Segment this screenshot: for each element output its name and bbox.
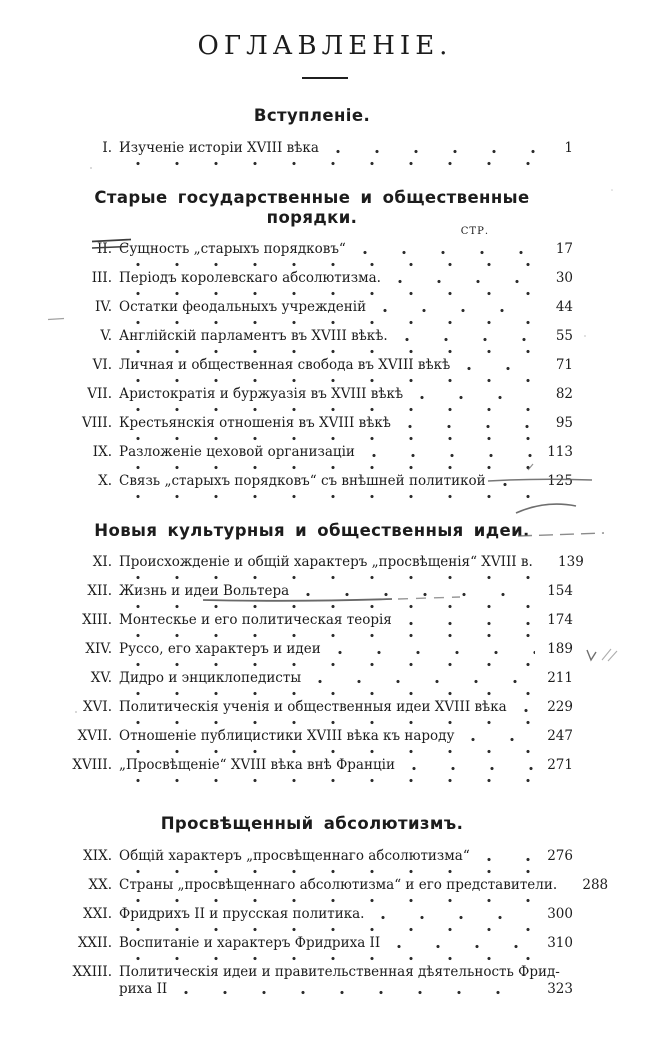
toc-entry [57,444,573,473]
entry-row-continuation [57,952,573,964]
entry-number: IV. [94,299,112,315]
entry-number: XXIII. [72,964,112,980]
toc-entry [57,415,573,444]
entry-page: 189 [547,641,573,657]
toc-entry [57,583,573,612]
entry-title: Сущность „старыхъ порядковъ“ [119,241,346,257]
dot-leader [128,571,535,583]
entry-page: 154 [547,583,573,599]
toc-section [57,188,573,502]
dot-leader [128,952,535,964]
dot-leader [128,374,535,386]
dot-leader [389,940,535,952]
entry-title: Остатки феодальныхъ учрежденій [119,299,367,315]
dot-leader [128,157,535,169]
entry-title: Разложеніе цеховой организаціи [119,444,355,460]
entry-title: Отношеніе публицистики XVIII вѣка къ народу [119,728,455,744]
dot-leader [404,762,535,774]
dot-leader [128,490,535,502]
dot-leader [128,865,535,877]
entry-number: III. [91,270,112,286]
dot-leader [128,600,535,612]
entry-row-continuation [57,716,573,728]
entry-title: Аристократія и буржуазія въ XVIII вѣкѣ [119,386,404,402]
entry-row [57,848,573,865]
entry-page: 271 [547,757,573,773]
toc-entry [57,728,573,757]
section-heading: Новыя культурныя и общественныя идеи. [94,521,530,540]
toc-section [57,106,573,169]
dot-leader [128,461,535,473]
dot-leader [128,745,535,757]
toc-entry [57,554,584,583]
entry-row [57,473,573,490]
dot-leader [566,882,570,894]
dot-leader [128,258,535,270]
entry-title: Воспитаніе и характеръ Фридриха II [119,935,381,951]
section-heading: Просвѣщенный абсолютизмъ. [160,814,464,833]
entry-title: Политическія идеи и правительственная дѣятельность Фрид- [119,964,560,980]
toc-entry [57,699,573,728]
entry-row [57,415,573,432]
entry-row-continuation [57,600,573,612]
dot-leader [128,403,535,415]
entry-page: 71 [555,357,573,373]
entry-title: Политическія ученія и общественныя идеи XVIII вѣка [119,699,507,715]
entry-page: 247 [547,728,573,744]
entry-row-continuation [57,571,573,583]
entry-row [57,554,584,571]
entry-number: VIII. [81,415,112,431]
toc-entry [57,386,573,415]
entry-row [57,699,573,716]
dot-leader [516,704,535,716]
entry-number: XVI. [83,699,112,715]
dot-leader [463,733,535,745]
entry-page: 300 [547,906,573,922]
entry-title: Дидро и энциклопедисты [119,670,302,686]
toc-entry [57,328,573,357]
toc-entry [57,757,573,786]
entry-title: Изученіе исторіи XVIII вѣка [119,140,319,156]
entry-number: XX. [88,877,112,893]
toc-entry [57,964,573,998]
dot-leader [298,588,535,600]
entry-page: 211 [547,670,573,686]
entry-row-continuation [57,894,573,906]
dot-leader [128,658,535,670]
toc-entry [57,877,609,906]
entry-row [57,444,573,461]
toc-entry [57,270,573,299]
entry-row-continuation [57,658,573,670]
toc-entry [57,241,573,270]
entry-row [57,299,573,316]
toc-entry [57,612,573,641]
entry-number: XVIII. [72,757,112,773]
dot-leader [495,478,535,490]
dot-leader [459,362,535,374]
entry-title: Руссо, его характеръ и идеи [119,641,321,657]
section-entries [57,140,573,169]
entry-row-continuation [57,374,573,386]
entry-title: Монтескье и его политическая теорія [119,612,392,628]
entry-number: XXI. [83,906,112,922]
dot-leader [128,716,535,728]
dot-leader [330,646,535,658]
entry-number: I. [102,140,112,156]
entry-page: 288 [582,877,609,893]
entry-title: Связь „старыхъ порядковъ“ съ внѣшней политикой [119,473,486,489]
dot-leader [128,923,535,935]
entry-number: IX. [92,444,112,460]
entry-row-continuation [57,461,573,473]
section-entries [57,848,609,998]
dot-leader [479,853,535,865]
entry-row-continuation [57,687,573,699]
entry-row [57,270,573,287]
entry-row-continuation [57,258,573,270]
dot-leader [328,145,535,157]
dot-leader [128,345,535,357]
entry-row-continuation [57,774,573,786]
pencil-check-slashes-300 [602,649,617,661]
toc-entry [57,670,573,699]
entry-row [57,328,573,345]
entry-row-continuation [57,157,573,169]
title-divider [302,77,348,79]
entry-row [57,935,573,952]
entry-row [57,641,573,658]
dot-leader [400,420,535,432]
entry-page: 229 [547,699,573,715]
entry-page: 30 [555,270,573,286]
entry-number: X. [98,473,112,489]
entry-title: Личная и общественная свобода въ XVIII вѣкѣ [119,357,451,373]
entry-title: Страны „просвѣщеннаго абсолютизма“ и его представители. [119,877,558,893]
dot-leader [364,449,535,461]
entry-row-continuation [57,403,573,415]
entry-number: V. [100,328,112,344]
entry-number: XIII. [82,612,112,628]
toc-entry [57,906,573,935]
entry-number: XII. [87,583,112,599]
entry-row [57,906,573,923]
entry-row [57,386,573,403]
dot-leader [401,617,535,629]
entry-row [57,877,609,894]
dot-leader [397,333,535,345]
entry-title: Англійскій парламентъ въ XVIII вѣкѣ. [119,328,388,344]
entry-row [57,728,573,745]
entry-title: „Просвѣщеніе“ XVIII вѣка внѣ Франціи [119,757,395,773]
entry-number: XIV. [85,641,112,657]
scan-speck [611,189,613,191]
entry-title-continuation: риха II [119,981,168,997]
dot-leader [128,774,535,786]
entry-row [57,241,573,258]
entry-row-continuation [57,316,573,328]
entry-title: Общій характеръ „просвѣщеннаго абсолютизма“ [119,848,470,864]
entry-page: 139 [558,554,584,570]
entry-row-continuation [57,345,573,357]
entry-row-continuation [57,981,573,998]
section-heading: Вступленіе. [253,106,371,125]
dot-leader [355,246,535,258]
dot-leader [542,559,546,571]
entry-number: VII. [87,386,112,402]
entry-title: Періодъ королевскаго абсолютизма. [119,270,381,286]
toc-entry [57,473,573,502]
dot-leader [412,391,535,403]
section-entries [57,241,573,502]
entry-page: 95 [555,415,573,431]
dot-leader [390,275,535,287]
section-heading: Старые государственные и общественные порядки. [94,188,530,227]
dot-leader [176,986,535,998]
toc-entry [57,357,573,386]
dot-leader [128,316,535,328]
entry-number: XV. [90,670,112,686]
entry-title: Крестьянскія отношенія въ XVIII вѣкѣ [119,415,391,431]
dot-leader [375,304,535,316]
dot-leader [128,894,535,906]
entry-row-continuation [57,432,573,444]
entry-row-continuation [57,629,573,641]
entry-page: 276 [547,848,573,864]
entry-number: XIX. [83,848,112,864]
toc-section [57,814,609,998]
entry-row [57,357,573,374]
entry-row-continuation [57,490,573,502]
entry-row-continuation [57,865,573,877]
entry-number: VI. [92,357,112,373]
page-title: ОГЛАВЛЕНІЕ. [197,31,453,61]
entry-title: Фридрихъ II и прусская политика. [119,906,365,922]
entry-page: 310 [547,935,573,951]
entry-row [57,583,573,600]
dot-leader [128,432,535,444]
dot-leader [373,911,535,923]
dot-leader [128,687,535,699]
entry-row-continuation [57,745,573,757]
entry-page: 82 [555,386,573,402]
entry-row [57,612,573,629]
section-entries [57,554,584,786]
entry-title: Происхожденіе и общій характеръ „просвѣщенія“ XVIII в. [119,554,533,570]
dot-leader [569,969,573,981]
dot-leader [128,287,535,299]
scan-speck [584,335,586,337]
toc-entry [57,848,573,877]
entry-number: XI. [92,554,112,570]
toc-entry [57,299,573,328]
entry-page-continuation: 323 [547,981,573,997]
entry-number: XXII. [77,935,112,951]
entry-number: II. [97,241,112,257]
entry-page: 1 [564,140,573,156]
pencil-check-300 [587,650,596,660]
dot-leader [128,629,535,641]
table-of-contents [57,106,609,998]
entry-row-continuation [57,923,573,935]
entry-page: 174 [547,612,573,628]
toc-section [57,521,584,786]
entry-row [57,140,573,157]
toc-entry [57,641,573,670]
dot-leader [310,675,535,687]
toc-sections [57,106,609,998]
entry-row [57,964,573,981]
entry-page: 17 [555,241,573,257]
entry-page: 44 [555,299,573,315]
toc-entry [57,935,573,964]
entry-page: 125 [547,473,573,489]
entry-row [57,670,573,687]
toc-entry [57,140,573,169]
entry-row-continuation [57,287,573,299]
entry-title: Жизнь и идеи Вольтера [119,583,290,599]
entry-number: XVII. [77,728,112,744]
entry-page: 113 [547,444,573,460]
entry-row [57,757,573,774]
page-column-header: СТР. [460,226,489,237]
entry-page: 55 [555,328,573,344]
